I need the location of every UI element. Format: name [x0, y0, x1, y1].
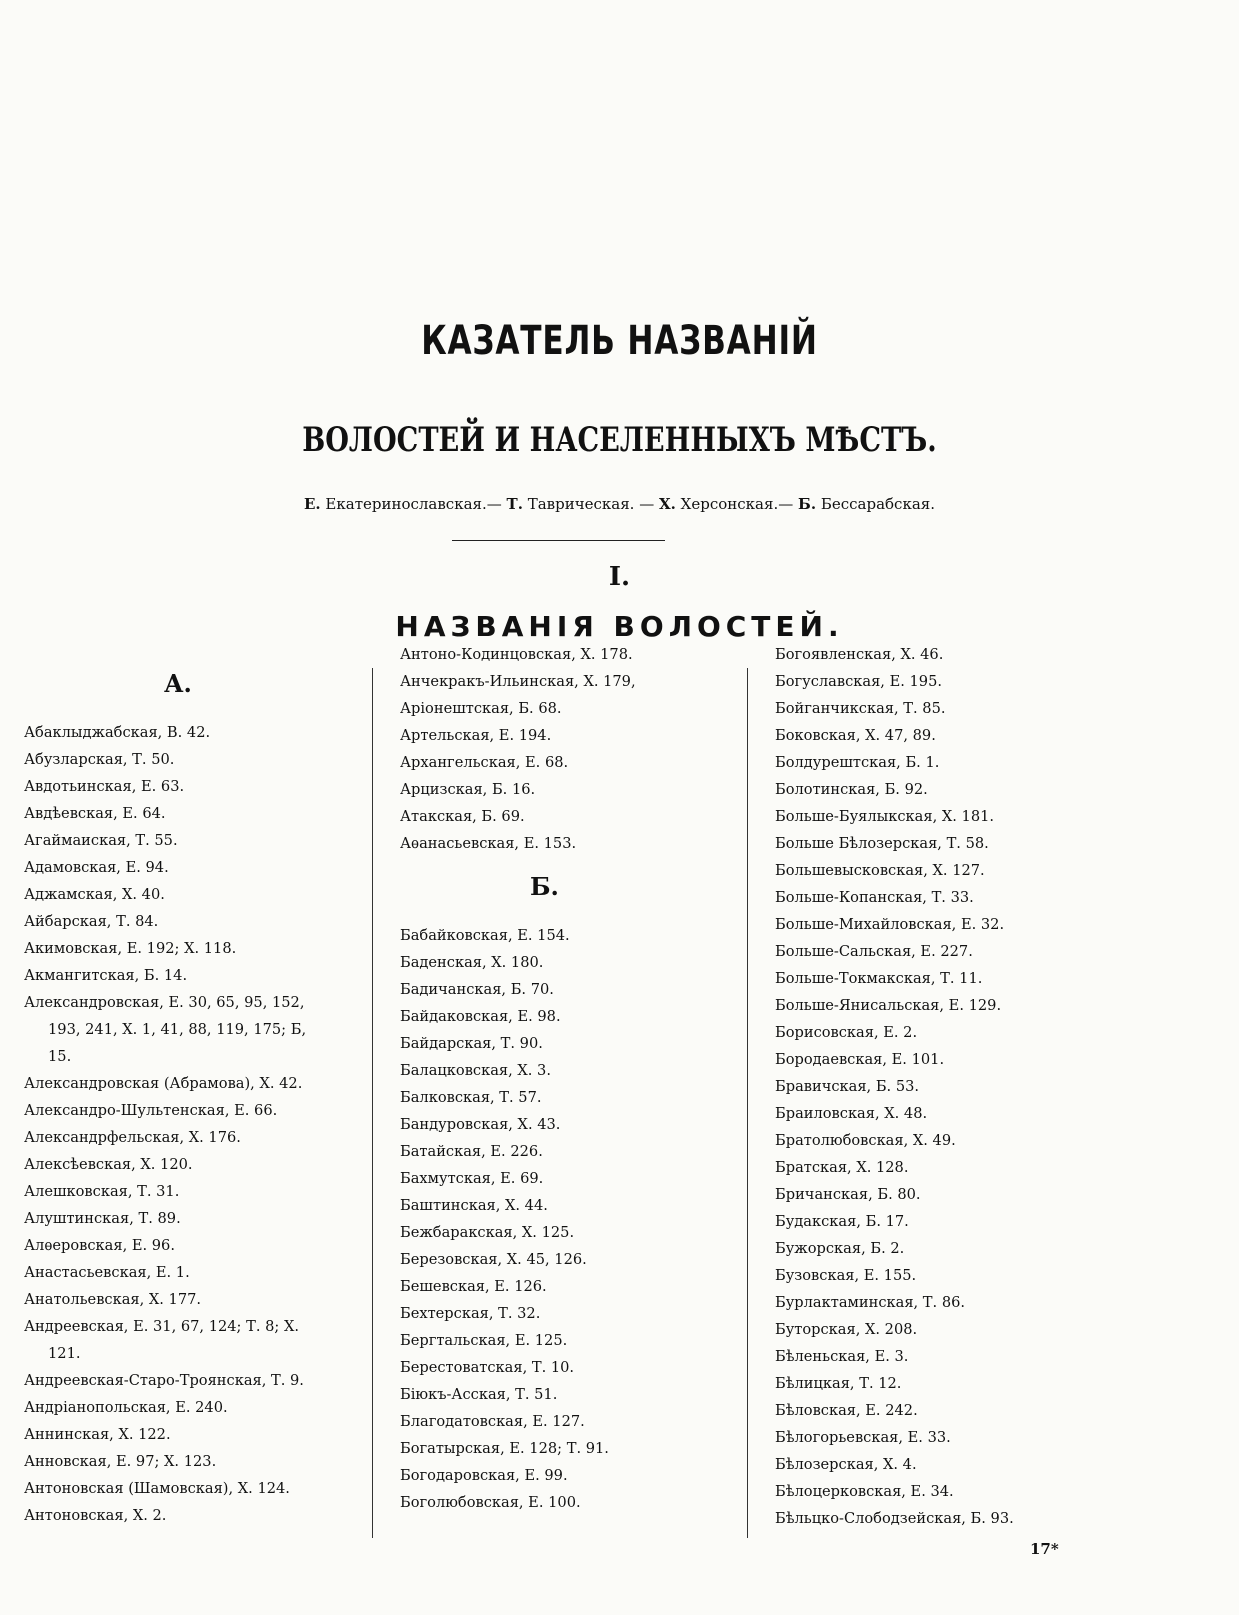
index-entry: Богодаровская, Е. 99.	[400, 1467, 568, 1484]
index-entry: Боковская, Х. 47, 89.	[775, 727, 936, 744]
index-entry: Богоявленская, Х. 46.	[775, 646, 944, 663]
index-entry: Александрфельская, Х. 176.	[24, 1129, 241, 1146]
index-entry: Алѳеровская, Е. 96.	[24, 1237, 175, 1254]
index-entry: Арцизская, Б. 16.	[400, 781, 536, 798]
index-entry: Бѣлоцерковская, Е. 34.	[775, 1483, 954, 1500]
index-entry: Бешевская, Е. 126.	[400, 1278, 547, 1295]
index-entry: 15.	[48, 1048, 72, 1065]
index-entry: Бахмутская, Е. 69.	[400, 1170, 544, 1187]
index-entry: Браиловская, Х. 48.	[775, 1105, 928, 1122]
index-entry: Алешковская, Т. 31.	[24, 1183, 180, 1200]
index-column-3	[775, 641, 1075, 1532]
legend-name-e: Екатеринославская.—	[325, 495, 502, 513]
legend-abbr-x: Х.	[659, 495, 676, 513]
index-entry: Аѳанасьевская, Е. 153.	[400, 835, 577, 852]
index-entry: Айбарская, Т. 84.	[24, 913, 159, 930]
index-entry: Братолюбовская, Х. 49.	[775, 1132, 956, 1149]
index-entry: Алексѣевская, Х. 120.	[24, 1156, 193, 1173]
index-entry: Абузларская, Т. 50.	[24, 751, 175, 768]
index-entry: Байдаковская, Е. 98.	[400, 1008, 561, 1025]
index-entry: Бадичанская, Б. 70.	[400, 981, 554, 998]
index-entry: Болдурештская, Б. 1.	[775, 754, 940, 771]
index-entry: Бежбаракская, Х. 125.	[400, 1224, 575, 1241]
index-entry: Большевысковская, Х. 127.	[775, 862, 985, 879]
index-entry: Больше-Янисальская, Е. 129.	[775, 997, 1002, 1014]
index-entry: Бехтерская, Т. 32.	[400, 1305, 541, 1322]
column-divider-2	[747, 668, 748, 1538]
legend-abbr-e: Е.	[303, 495, 321, 513]
index-entry: Боголюбовская, Е. 100.	[400, 1494, 581, 1511]
index-entry: Борисовская, Е. 2.	[775, 1024, 918, 1041]
province-legend	[0, 495, 1239, 513]
legend-abbr-b: Б.	[798, 495, 817, 513]
index-entry: Анатольевская, Х. 177.	[24, 1291, 202, 1308]
index-entry: Больше-Буялыкская, Х. 181.	[775, 808, 995, 825]
index-entry: Бужорская, Б. 2.	[775, 1240, 905, 1257]
index-entry: Бѣлозерская, Х. 4.	[775, 1456, 917, 1473]
index-entry: Акимовская, Е. 192; Х. 118.	[24, 940, 237, 957]
index-entry: Андреевская, Е. 31, 67, 124; Т. 8; Х.	[24, 1318, 299, 1335]
index-entry: Агаймаиская, Т. 55.	[24, 832, 178, 849]
index-entry: Абаклыджабская, В. 42.	[24, 724, 211, 741]
legend-name-b: Бессарабская.	[820, 495, 935, 513]
index-entry: Антоно-Кодинцовская, Х. 178.	[400, 646, 633, 663]
index-entry: Богатырская, Е. 128; Т. 91.	[400, 1440, 609, 1457]
index-entry: Бузовская, Е. 155.	[775, 1267, 917, 1284]
index-entry: Буторская, Х. 208.	[775, 1321, 918, 1338]
index-entry: Александровская, Е. 30, 65, 95, 152,	[24, 994, 305, 1011]
index-entry: 121.	[48, 1345, 81, 1362]
index-entry: Братская, Х. 128.	[775, 1159, 909, 1176]
index-entry: Анастасьевская, Е. 1.	[24, 1264, 190, 1281]
index-entry: Бабайковская, Е. 154.	[400, 927, 570, 944]
index-entry: Балацковская, Х. 3.	[400, 1062, 551, 1079]
index-entry: Бѣлогорьевская, Е. 33.	[775, 1429, 951, 1446]
index-entry: Бѣльцко-Слободзейская, Б. 93.	[775, 1510, 1014, 1527]
page-number: 17*	[1030, 1540, 1059, 1558]
index-entry: Андріанопольская, Е. 240.	[24, 1399, 228, 1416]
index-entry: Байдарская, Т. 90.	[400, 1035, 543, 1052]
index-entry: Бѣловская, Е. 242.	[775, 1402, 918, 1419]
index-entry: Аріонештская, Б. 68.	[400, 700, 562, 717]
index-entry: Будакская, Б. 17.	[775, 1213, 909, 1230]
index-entry: Антоновская (Шамовская), Х. 124.	[24, 1480, 290, 1497]
letter-heading-b: Б.	[530, 872, 559, 901]
index-entry: Андреевская-Старо-Троянская, Т. 9.	[24, 1372, 304, 1389]
legend-name-t: Таврическая. —	[527, 495, 655, 513]
index-entry: Бергтальская, Е. 125.	[400, 1332, 568, 1349]
index-entry: Больше-Токмакская, Т. 11.	[775, 970, 983, 987]
index-entry: Бородаевская, Е. 101.	[775, 1051, 945, 1068]
index-entry: Аджамская, Х. 40.	[24, 886, 165, 903]
index-entry: Архангельская, Е. 68.	[400, 754, 569, 771]
index-entry: Авдѣевская, Е. 64.	[24, 805, 166, 822]
index-entry: Атакская, Б. 69.	[400, 808, 525, 825]
index-entry: Артельская, Е. 194.	[400, 727, 552, 744]
index-column-2	[400, 641, 730, 1516]
index-entry: Благодатовская, Е. 127.	[400, 1413, 585, 1430]
index-entry: Бойганчикская, Т. 85.	[775, 700, 946, 717]
index-column-1	[24, 670, 364, 1529]
index-entry: Больше-Сальская, Е. 227.	[775, 943, 973, 960]
index-entry: Бѣленьская, Е. 3.	[775, 1348, 909, 1365]
index-title: КАЗАТЕЛЬ НАЗВАНІЙ	[421, 318, 818, 364]
index-entry: Біюкъ-Асская, Т. 51.	[400, 1386, 558, 1403]
divider-rule	[452, 540, 665, 541]
index-entry: Бравичская, Б. 53.	[775, 1078, 920, 1095]
index-entry: Адамовская, Е. 94.	[24, 859, 169, 876]
legend-abbr-t: Т.	[506, 495, 523, 513]
index-entry: Бричанская, Б. 80.	[775, 1186, 921, 1203]
index-entry: Больше Бѣлозерская, Т. 58.	[775, 835, 989, 852]
column-divider-1	[372, 668, 373, 1538]
index-entry: Бандуровская, Х. 43.	[400, 1116, 561, 1133]
index-entry: Аннинская, Х. 122.	[24, 1426, 171, 1443]
index-entry: Баденская, Х. 180.	[400, 954, 544, 971]
index-entry: Бѣлицкая, Т. 12.	[775, 1375, 902, 1392]
index-entry: Александровская (Абрамова), Х. 42.	[24, 1075, 303, 1092]
index-entry: Баштинская, Х. 44.	[400, 1197, 548, 1214]
index-subtitle: ВОЛОСТЕЙ И НАСЕЛЕННЫХЪ МѢСТЪ.	[302, 420, 937, 460]
index-entry: Алуштинская, Т. 89.	[24, 1210, 181, 1227]
index-entry: Батайская, Е. 226.	[400, 1143, 543, 1160]
index-entry: Александро-Шультенская, Е. 66.	[24, 1102, 278, 1119]
index-entry: 193, 241, Х. 1, 41, 88, 119, 175; Б,	[48, 1021, 307, 1038]
index-entry: Бурлактаминская, Т. 86.	[775, 1294, 966, 1311]
section-title: НАЗВАНІЯ ВОЛОСТЕЙ.	[395, 610, 844, 643]
index-entry: Березовская, Х. 45, 126.	[400, 1251, 587, 1268]
index-entry: Анчекракъ-Ильинская, Х. 179,	[400, 673, 636, 690]
index-entry: Антоновская, Х. 2.	[24, 1507, 167, 1524]
index-entry: Больше-Михайловская, Е. 32.	[775, 916, 1005, 933]
index-entry: Анновская, Е. 97; Х. 123.	[24, 1453, 217, 1470]
index-entry: Берестоватская, Т. 10.	[400, 1359, 575, 1376]
index-entry: Богуславская, Е. 195.	[775, 673, 943, 690]
index-entry: Больше-Копанская, Т. 33.	[775, 889, 974, 906]
index-entry: Авдотьинская, Е. 63.	[24, 778, 185, 795]
index-entry: Болотинская, Б. 92.	[775, 781, 928, 798]
legend-name-x: Херсонская.—	[680, 495, 794, 513]
index-entry: Акмангитская, Б. 14.	[24, 967, 188, 984]
section-number: I.	[608, 562, 631, 592]
index-entry: Балковская, Т. 57.	[400, 1089, 542, 1106]
letter-heading-a: А.	[164, 669, 192, 698]
